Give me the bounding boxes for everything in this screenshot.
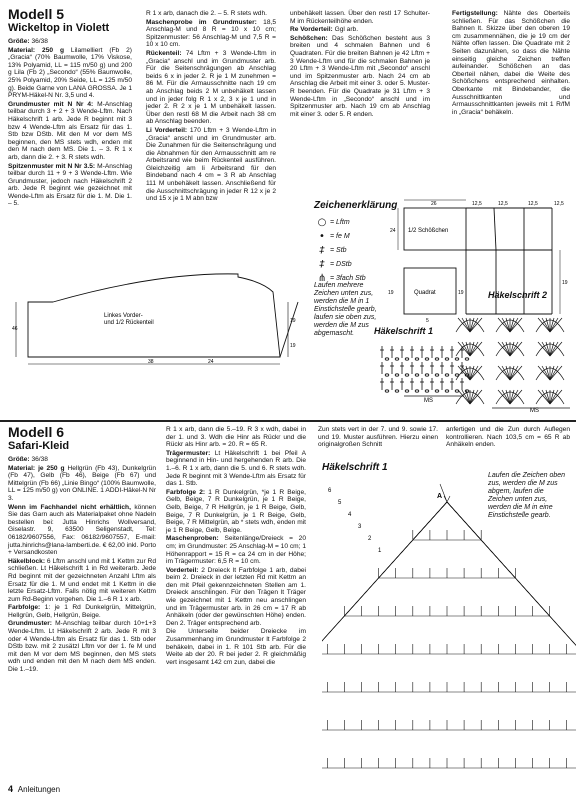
model6-col1 <box>8 424 156 675</box>
paragraph <box>166 628 306 666</box>
crochet-symbol-icon: ‡ <box>319 244 325 256</box>
m5-crochet-chart-2 <box>452 304 574 416</box>
paragraph-text: 18,5 Anschlag-M und 8 R = 10 x 10 cm; Spitzenmuster: 56 Anschlag-M und 7,5 R = 10 x 10 cm. <box>146 18 276 49</box>
model5-col2-text <box>146 10 276 203</box>
paragraph-text: 1 R Dunkelgrün, *je 1 R Beige, Gelb, Beige, 7 R Dunkelgrün, je 1 R Beige, Gelb, Beige, 7 R Hellgrün, je 1 R Beige, Gelb, Beige, 7 R Dunkelgrün, je 1 R Beige, Gelb, Beige, 7 R Mittelgrün, ab * stets wdh, enden mit je 1 R Beige, Gelb, Beige. <box>166 488 306 534</box>
skirt-dim: 24 <box>390 228 396 234</box>
paragraph-text: R 1 x arb, danach die 2. – 5. R stets wdh. <box>146 10 267 17</box>
chain-mark <box>395 374 399 376</box>
chain-mark <box>435 390 439 392</box>
legend-item <box>314 229 384 243</box>
paragraph-text: können Sie das Garn auch als Materialpaket ohne Nadeln bestellen bei: Jutta Hinrichs Wollversand, Giselastr. 9, 63500 Seligenstadt, Tel: 06182/9607556, Fax: 06182/9607557, E-mail: jutta.hinrichs@lana-lamberti.de. € 62,00 inkl. Porto + Versandkosten <box>8 503 156 557</box>
round-label: 6 <box>328 488 332 494</box>
paragraph-label: Farbfolge 2: <box>166 488 209 496</box>
legend-label: = Lftm <box>330 218 350 226</box>
paragraph <box>8 504 156 557</box>
legend-label: = fe M <box>330 232 350 240</box>
ms-label-2: MS <box>530 408 539 414</box>
crochet-symbol-icon: ⋔ <box>317 272 327 284</box>
legend-title: Zeichenerklärung <box>314 200 398 211</box>
m6-note: Laufen die Zeichen oben zus, werden die M zus abgem, laufen die Zeichen unten zus, werden die M in eine Einstichstelle gearb. <box>488 472 566 519</box>
paragraph-label: Re Vorderteil: <box>290 26 335 34</box>
paragraph-text: M-Anschlag teilbar durch 3 + 2 + 3 Wende-Lftm. Nach Häkelschrift 1 arb. Jede R beginnt mit 3 bzw 4 Wende-Lftm als Ersatz für das 1. Stb bzw DStb. Mit den M vor dem MS beginnen, den MS stets wdh, enden mit den M nach dem MS. Die 1. – 3. R 1 x arb, dann die 2. + 3. R stets wdh. <box>8 100 132 161</box>
paragraph-text: Ggl arb. <box>334 26 359 34</box>
paragraph-label: Fertigstellung: <box>452 10 504 17</box>
skirt-dim: 19 <box>458 290 464 296</box>
paragraph-label: Häkelblock: <box>8 557 47 565</box>
bodice-dim: 38 <box>148 359 154 365</box>
paragraph-text: anfertigen und die Zun durch Auflegen kontrollieren. Nach 103,5 cm = 65 R ab Anhäkeln enden. <box>446 426 570 449</box>
paragraph <box>146 127 276 203</box>
paragraph-label: Maschenproben: <box>166 535 225 543</box>
paragraph <box>166 567 306 628</box>
bodice-label-line2: und 1/2 Rückenteil <box>104 320 154 326</box>
paragraph-label: Material: je 250 g <box>8 464 68 472</box>
paragraph-label: Maschenprobe im Grundmuster: <box>146 18 264 26</box>
chain-mark <box>435 358 439 360</box>
m5-crochet1-title: Häkelschrift 1 <box>374 326 434 336</box>
crochet-symbol-icon: ‡ <box>319 258 325 270</box>
chain-mark <box>405 390 409 392</box>
bodice-dim: 19 <box>290 318 296 324</box>
model6-col4 <box>446 426 570 450</box>
round-label: 1 <box>378 548 382 554</box>
paragraph <box>146 10 276 18</box>
m6-crochet1-title: Häkelschrift 1 <box>322 462 388 473</box>
legend-label: = Stb <box>330 246 347 254</box>
chain-mark <box>405 358 409 360</box>
legend-item <box>314 215 384 229</box>
schema-note: Laufen mehrere Zeichen unten zus, werden die M in 1 Einstichstelle gearb, laufen sie oben zus, werden die M zus abgemascht. <box>314 282 377 337</box>
paragraph-label: Farbfolge: <box>8 604 45 612</box>
skirt-dim: 12,5 <box>472 201 482 207</box>
chain-mark <box>445 374 449 376</box>
chain-mark <box>425 358 429 360</box>
skirt-dim: 19 <box>562 280 568 286</box>
ms-label: MS <box>424 398 433 404</box>
paragraph-text: 1: je 1 Rd Dunkelgrün, Mittelgrün, Hellgrün, Gelb, Hellgrün, Beige. <box>8 604 156 619</box>
paragraph-label: Größe: <box>8 456 32 463</box>
round-label: 2 <box>368 536 372 542</box>
paragraph-text: M-Anschlag teilbar durch 11 + 9 + 3 Wende-Lftm. Wie Grundmuster, jedoch nach Häkelschrift 2 arb. Jede R beginnt wie gezeichnet mit Wende-Lftm als Ersatz für die 1. M. Die 1. – 5. <box>8 162 132 208</box>
model5-heading: Modell 5 <box>8 6 65 22</box>
model5-col2 <box>146 10 276 204</box>
model5-col4 <box>452 10 570 117</box>
chain-mark <box>415 390 419 392</box>
paragraph <box>8 38 132 46</box>
paragraph <box>8 101 132 162</box>
model5-col1-text <box>8 38 132 208</box>
paragraph-label: Schößchen: <box>290 34 332 42</box>
paragraph <box>290 10 430 25</box>
section-label: Anleitungen <box>17 785 61 794</box>
bodice-label-line1: Linkes Vorder- <box>104 313 143 319</box>
paragraph-label: Spitzenmuster mit N Nr 3.5: <box>8 162 98 170</box>
paragraph <box>166 426 306 449</box>
legend-item <box>314 257 384 271</box>
paragraph <box>8 465 156 503</box>
chain-mark <box>385 374 389 376</box>
round-label: 5 <box>338 500 342 506</box>
paragraph <box>318 426 438 449</box>
paragraph-label: Li Vorderteil: <box>146 126 190 134</box>
paragraph-label: Grundmuster mit N Nr 4: <box>8 100 98 108</box>
paragraph <box>146 19 276 49</box>
paragraph <box>290 35 430 119</box>
model6-heading: Modell 6 <box>8 424 65 440</box>
chain-mark <box>435 374 439 376</box>
skirt-dim: 12,5 <box>528 201 538 207</box>
chain-mark <box>425 390 429 392</box>
paragraph-text: Lt Häkelschrift 1 bei Pfeil A beginnend in Hin- und hergehenden R arb. Die 1.–6. R 1 x arb, dann die 5. und 6. R stets wdh. Jede R beginnt mit 3 Wende-Lftm als Ersatz für das 1. Stb. <box>166 449 306 488</box>
skirt-dim: 12,5 <box>554 201 564 207</box>
crochet-symbol-icon: ○ <box>317 216 327 228</box>
model5-subtitle: Wickeltop in Violett <box>8 22 110 34</box>
paragraph-label: Wenn im Fachhandel nicht erhältlich, <box>8 503 135 511</box>
bodice-dim: 24 <box>208 359 214 365</box>
paragraph <box>166 489 306 535</box>
chain-mark <box>385 390 389 392</box>
chain-mark <box>445 390 449 392</box>
paragraph-label: Rückenteil: <box>146 49 186 57</box>
paragraph <box>8 47 132 100</box>
model5-col3-text <box>290 10 430 118</box>
chain-mark <box>415 374 419 376</box>
arrow-a-label: A <box>437 493 443 500</box>
bodice-dim: 19 <box>290 343 296 349</box>
paragraph-label: Grundmuster: <box>8 620 56 628</box>
model6-col1-text <box>8 456 156 674</box>
paragraph-label: Material: 250 g <box>8 46 71 54</box>
model6-subtitle: Safari-Kleid <box>8 440 70 452</box>
paragraph <box>290 26 430 34</box>
paragraph-text: Nähte des Oberteils schließen. Für das Schößchen die Bahnen lt. Skizze über den oberen 19 cm zusammennähen, die je 19 cm der Nähte offen lassen. Die Quadrate mit 2 Seiten dazunähen, so dass die Nähte einseitig gleiche Zeichen treffen aufeinander. Schößchen an das Oberteil nähen, dabei die Weite des Schößchens entsprechend einhalten. Oberkante mit Bindebander, die Ausschnittkanten und Armausschnittkanten jeweils mit 1 R/fM in „Gracia“ behäkeln. <box>452 10 570 116</box>
paragraph-text: Zun stets vert in der 7. und 9. sowie 17. und 19. Muster ausführen. Hierzu einen originalgroßen Schnitt <box>318 426 438 449</box>
paragraph <box>446 426 570 449</box>
skirt-dim: 12,5 <box>498 201 508 207</box>
round-outline <box>344 502 549 616</box>
paragraph-text: R 1 x arb, dann die 5.–19. R 3 x wdh, dabei in der 1. und 3. Wdh die Hinr als Rückr und die Rückr als Hinr arb. = 20. R = 65 R. <box>166 426 306 449</box>
skirt-dim: 26 <box>431 201 437 207</box>
paragraph-text: Die Unterseite beider Dreiecke im Zusammenhang im Grundmuster lt Farbfolge 2 behäkeln, dabei in 1. R 101 Stb arb. Für die Weite ab der 20. R bei jeder 2. R gleichmäßig vert insgesamt 142 cm zun, dabei die <box>166 628 306 666</box>
chain-mark <box>395 390 399 392</box>
paragraph-text: 36/38 <box>31 456 48 463</box>
legend-label: = 3fach Stb <box>330 274 366 282</box>
paragraph-text: Hellgrün (Fb 43), Dunkelgrün (Fb 47), Gelb (Fb 46), Beige (Fb 67) und Mittelgrün (Fb 66) „Linie Bingo“ (100% Baumwolle, LL = 125 m/50 g) von ONLINE. 1 ADDI-Häkel-N Nr 3. <box>8 464 156 502</box>
paragraph-label: Größe: <box>8 38 32 45</box>
crochet-symbol-icon: • <box>319 230 325 242</box>
paragraph <box>166 535 306 565</box>
paragraph-text: 170 Lftm + 3 Wende-Lftm in „Gracia“ anschl und im Grundmuster arb. Die Zunahmen für die Seitenschrägung und die Abnahmen für den Armausschnitt am re Arbeitsrand wie beim Rückenteil ausführen. Gleichzeitig am li Arbeitsrand für den Bindeband nach 4 cm = 3 R ab Anschlag 111 M unbehäkelt lassen. Anschließend für die Ausschnittschrägung in jeder R 12 x je 2 und 15 x je 1 M abn bzw <box>146 126 276 203</box>
page-footer <box>8 784 60 794</box>
chain-mark <box>385 358 389 360</box>
model6-col4-text <box>446 426 570 449</box>
bodice-dim: 46 <box>12 326 18 332</box>
paragraph <box>8 604 156 619</box>
legend-items <box>314 215 384 285</box>
model5-col3 <box>290 10 430 119</box>
m5-crochet2-title: Häkelschrift 2 <box>488 290 548 300</box>
m6-triangle-chart <box>322 478 576 778</box>
round-outline <box>322 502 576 768</box>
page-number: 4 <box>8 784 14 794</box>
legend-label: = DStb <box>330 260 352 268</box>
chain-mark <box>445 358 449 360</box>
skirt-dim: 19 <box>388 290 394 296</box>
chain-mark <box>415 358 419 360</box>
paragraph-text: Seitenlänge/Dreieck = 20 cm; im Grundmuster: 25 Anschlag-M = 10 cm; 1 Höhenrapport = 15 R = ca 24 cm in der Höhe; im Trägermuster: 6,5 R = 10 cm. <box>166 535 306 566</box>
paragraph-text: M-Anschlag teilbar durch 10+1+3 Wende-Lftm. Lt Häkelschrift 2 arb. Jede R mit 3 oder 4 Wende-Lftm als Ersatz für das 1. Stb oder DStb bzw. mit 2 zusätzl Lftm vor der 1. fe M und mit den M vor dem MS beginnen, den MS stets wdh und enden mit den M nach dem MS enden. Die 1.–19. <box>8 620 156 674</box>
paragraph <box>166 450 306 488</box>
model5-col1 <box>8 6 132 209</box>
model5-col4-text <box>452 10 570 116</box>
round-label: 4 <box>348 512 352 518</box>
model6-col2 <box>166 426 306 667</box>
paragraph-text: 2 Dreieck lt Farbfolge 1 arb, dabei beim 2. Dreieck in der letzten Rd mit Kettm an den mit Pfeil gekennzeichneten Stellen am 1. Dreieck anschlingen. Für den Trägen lt Träger wie gezeichnet mit 1 Kettm neu anschlingen und im Trägermuster arb. in 26 cm = 17 R ab Anhäkeln (oder der gewünschten Höhe) enden. Den 2. Träger entsprechend arb. <box>166 566 306 627</box>
chain-mark <box>395 358 399 360</box>
bodice-schematic <box>8 262 303 367</box>
paragraph <box>8 620 156 673</box>
round-outline <box>322 502 576 692</box>
skirt-dim: 5 <box>426 318 429 324</box>
paragraph <box>8 558 156 604</box>
paragraph <box>452 10 570 116</box>
chain-mark <box>425 374 429 376</box>
model6-col2-text <box>166 426 306 666</box>
skirt-label-half: 1/2 Schößchen <box>408 228 449 234</box>
chain-mark <box>405 374 409 376</box>
paragraph <box>8 163 132 209</box>
paragraph <box>146 50 276 126</box>
paragraph <box>8 456 156 464</box>
paragraph-text: unbehäkelt lassen. Über den restl 17 Schulter-M im Rückenteilhöhe enden. <box>290 10 430 25</box>
paragraph-text: Das Schößchen besteht aus 3 breiten und 4 schmalen Bahnen und 6 Quadraten. Für die breiten Bahnen je 42 Lftm + 3 Wende-Lftm und für die schmalen Bahnen je 20 Lftm + 3 Wende-Lftm mit „Secondo“ anschl und im Spitzenmuster arb. Nach 24 cm ab Anschlag die Arbeit mit einer 3. oder 5. Muster-R beenden. Für die Quadrate je 31 Lftm + 3 Wende-Lftm in „Secondo“ anschl und im Spitzenmuster arb. Nach 19 cm ab Anschlag mit einer 3. oder 5. R enden. <box>290 34 430 118</box>
section-divider <box>0 420 576 422</box>
round-label: 3 <box>358 524 362 530</box>
paragraph-text: Lilamelliert (Fb 2) „Gracia“ (70% Baumwolle, 17% Viskose, 13% Polyamid, LL = 115 m/50 g) und 200 g Lila (Fb 2) „Secondo“ (55% Baumwolle, 25% Polyamid, 20% Seide, LL = 125 m/50 g). Beide Garne von LANA GROSSA. Je 1 PRYM-Häkel-N Nr. 3,5 und 4. <box>8 46 133 100</box>
legend-item <box>314 243 384 257</box>
paragraph-text: 36/38 <box>31 38 48 45</box>
paragraph-label: Trägermuster: <box>166 449 215 457</box>
paragraph-label: Vorderteil: <box>166 566 202 574</box>
model6-col3-text <box>318 426 438 449</box>
paragraph-text: 6 Lftm anschl und mit 1 Kettm zur Rd schließen. Lt Häkelschrift 1 in Rd weiterarb. Jede Rd beginnt mit der gezeichneten Anzahl Lftm als Ersatz für die 1. M und endet mit 1 Kettm in die letzte Ersatz-Lftm. Falls nötig mit weiteren Kettm zum Rd-Beginn vorgehen. Die 1.–6 R 1 x arb. <box>8 557 156 603</box>
model6-col3 <box>318 426 438 450</box>
skirt-label-square: Quadrat <box>414 290 436 296</box>
paragraph-text: 74 Lftm + 3 Wende-Lftm in „Gracia“ anschl und im Grundmuster arb. Für die Seitenschrägungen ab Anschlag beids 6 x in jeder 2. R je 1 M zunehmen = 86 M. Für die Armausschnitte nach 19 cm ab Anschlag beids 2 M unbehäkelt lassen und in jeder folg R 1 x 2, 3 x je 1 und in jeder 2. R 2 x je 1 M unbehäkelt lassen. Über den restl 68 M die Arbeit nach 38 cm ab Anschlag beenden. <box>146 49 277 126</box>
